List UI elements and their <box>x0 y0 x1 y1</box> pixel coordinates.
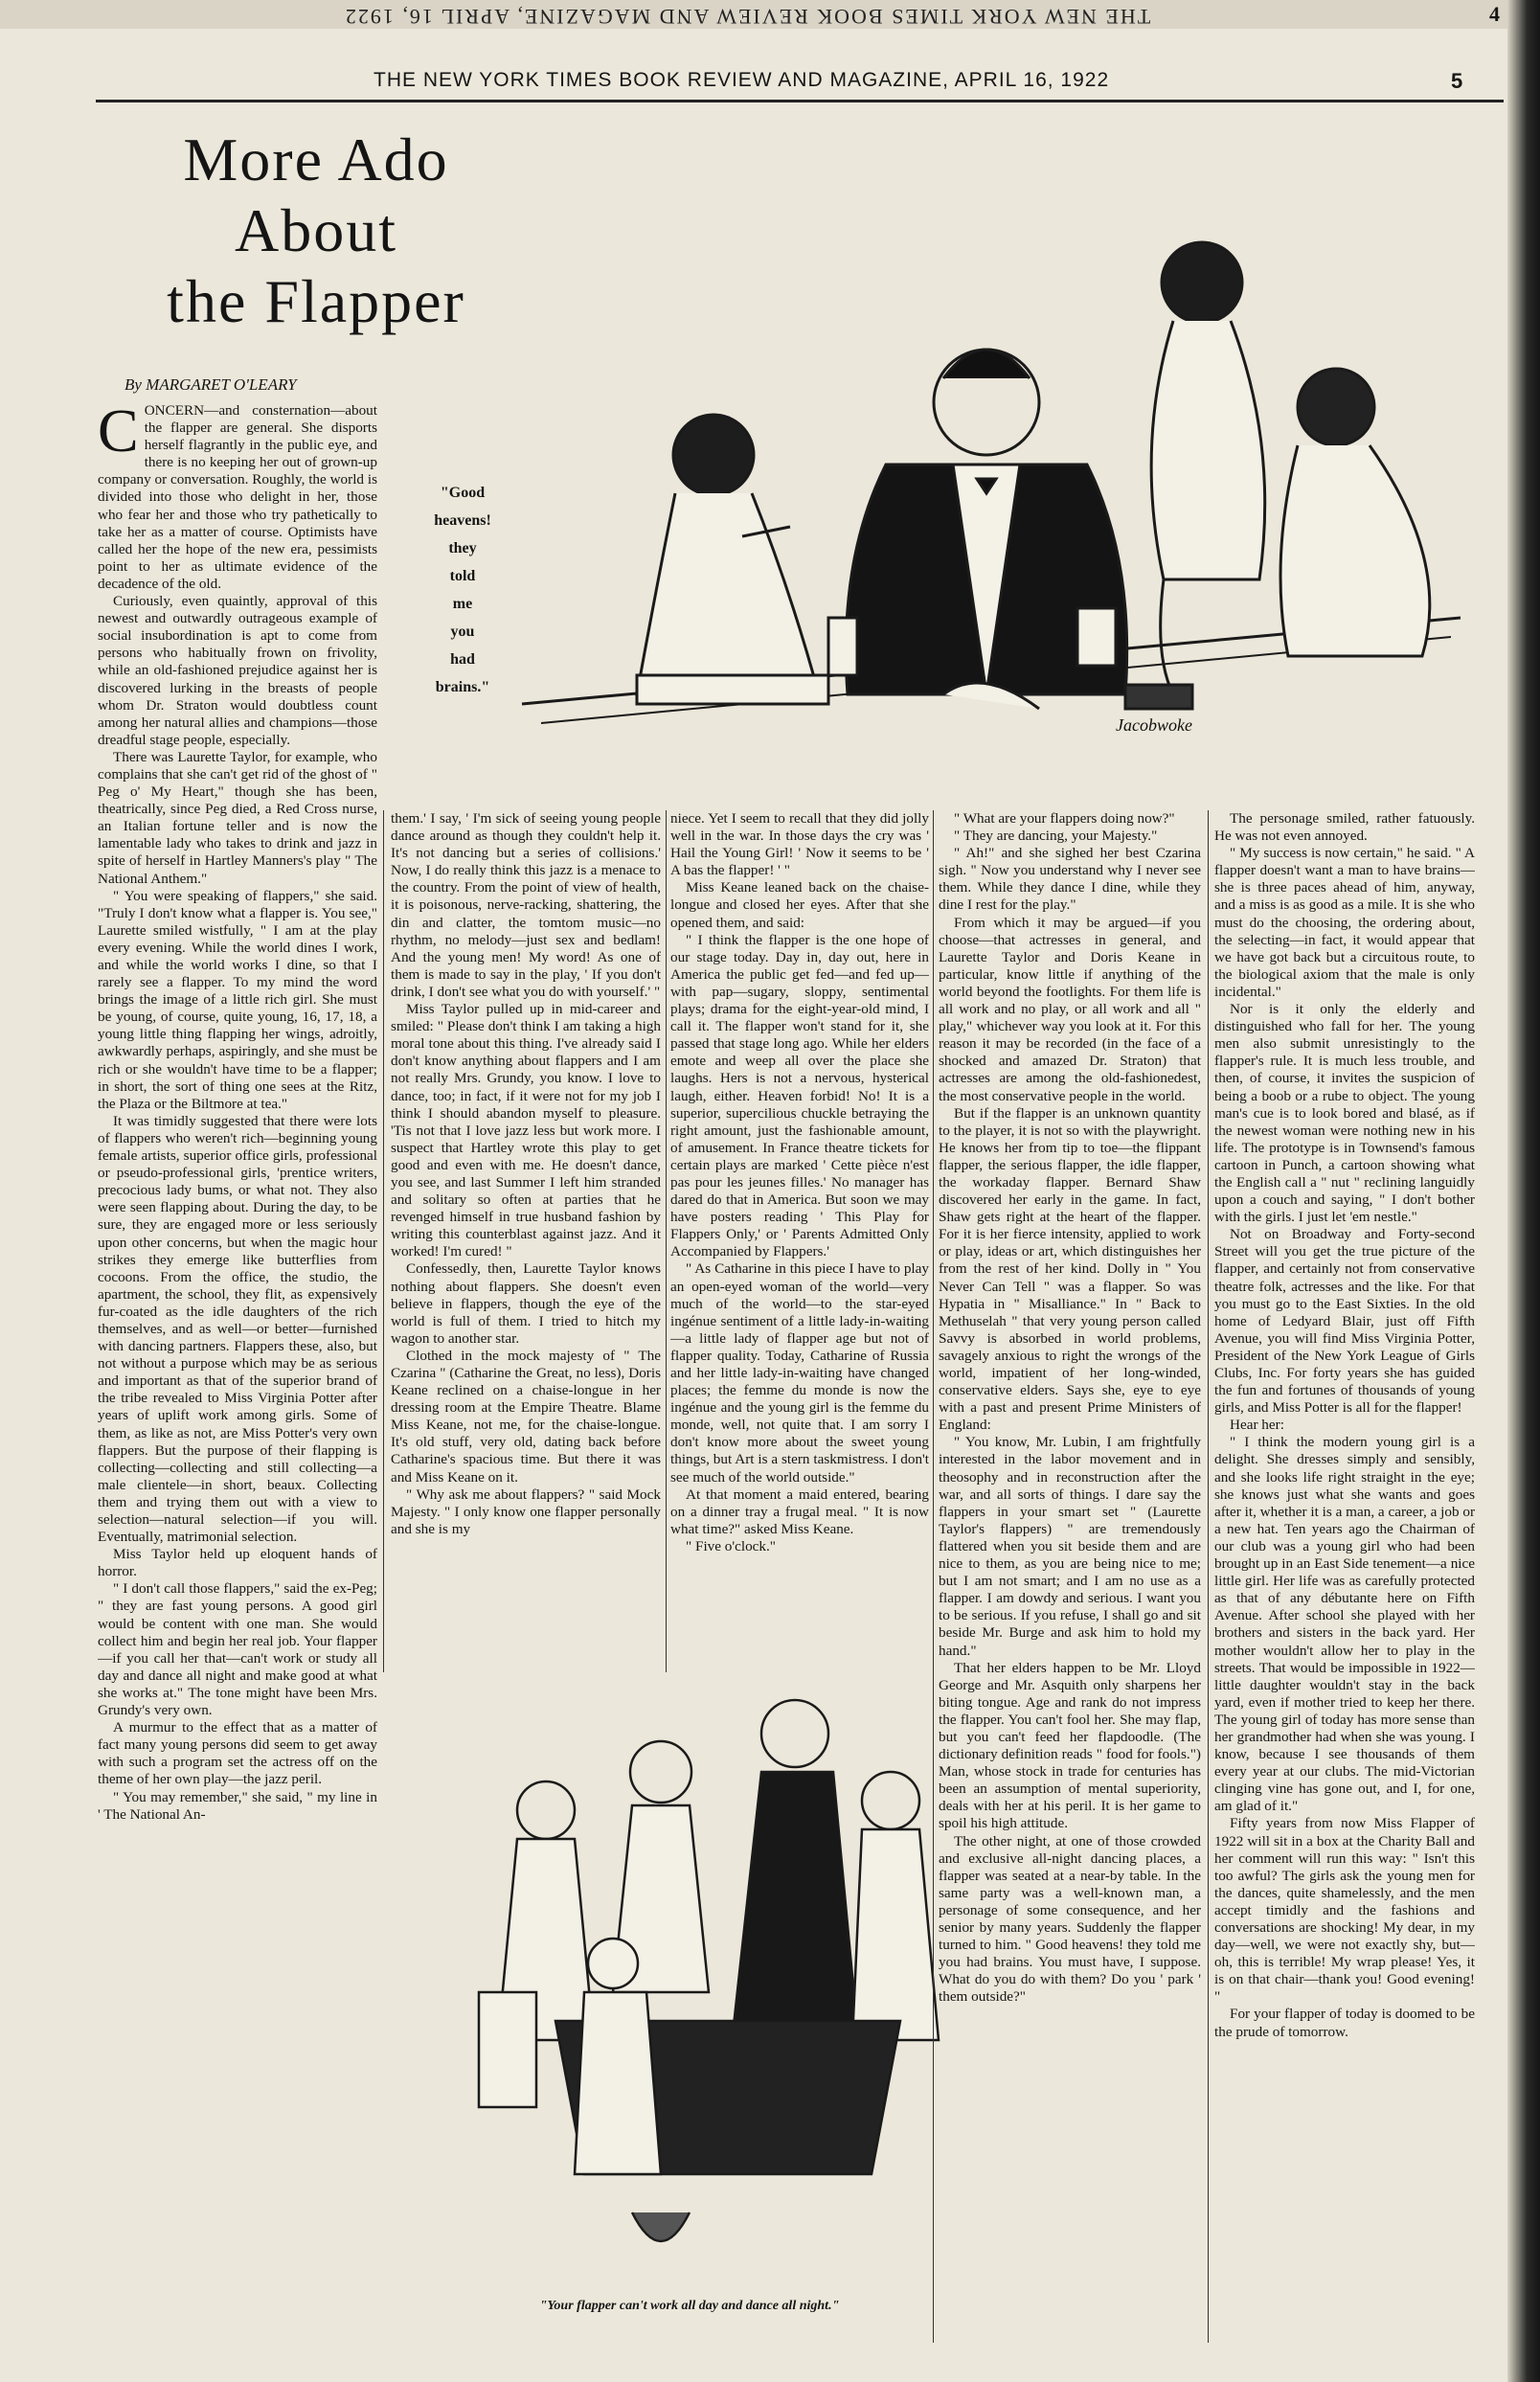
paragraph: That her elders happen to be Mr. Lloyd George and Mr. Asquith only sharpens her biting tongue. Age and rank do not impress the flapper. You can't fool her. She may flap, but you can't feed her flapdoodle. (The dictionary definition reads " food for fools.") Man, whose stock in trade for centuries has been an assumption of mental superiority, deals with her at his peril. It is her game to spoil his high attitude. <box>939 1659 1201 1832</box>
paragraph: There was Laurette Taylor, for example, who complains that she can't get rid of the ghost of " Peg o' My Heart," though she has been, theatrically, since Peg died, a Red Cross nurse, an Italian fortune teller and is now the lamentable lady who takes to drink and jazz in spite of herself in Hartley Manners's play " The National Anthem." <box>98 748 377 887</box>
paragraph: For your flapper of today is doomed to be the prude of tomorrow. <box>1214 2006 1475 2040</box>
pull-quote-line: you <box>450 624 475 640</box>
page-header <box>96 67 1504 102</box>
paragraph: niece. Yet I seem to recall that they did jolly well in the war. In those days the cry was ' Hail the Young Girl! ' Now it seems to be ' A bas the flapper! ' " <box>670 810 929 879</box>
paragraph: The personage smiled, rather fatuously. He was not even annoyed. <box>1214 810 1475 845</box>
paragraph: them.' I say, ' I'm sick of seeing young people dance around as though they couldn't help it. It's not dancing but a series of collisions.' Now, I do really think this jazz is a menace to the country. From the point of view of health, it is poisonous, nerve-racking, shattering, the din and clatter, the tomtom music—no rhythm, no melody—just sex and bedlam! And the young men! My word! As one of them is made to say in the play, ' If you don't drink, I don't see what you do with yourself.' " <box>391 810 661 1000</box>
paragraph: Miss Keane leaned back on the chaise-longue and closed her eyes. After that she opened them, and said: <box>670 879 929 931</box>
paragraph: But if the flapper is an unknown quantity to the player, it is not so with the playwright. He knows her from tip to toe—the flippant flapper, the serious flapper, the idle flapper, the workaday flapper. Bernard Shaw discovered her early in the game. In fact, Shaw gets right at the heart of the flapper. For it is her fierce intensity, applied to work or play, ideas or art, which distinguishes her from the rest of her kind. Dolly in " You Never Can Tell " was a flapper. So was Hypatia in " Misalliance." In " Back to Methuselah " that very young person called Savvy is absorbed in world problems, savagely anxious to right the wrongs of the world, impatient of her long-winded, conservative elders. Says she, eye to eye with a past and present Prime Ministers of England: <box>939 1104 1201 1434</box>
paragraph: " What are your flappers doing now?" <box>954 810 1175 827</box>
pull-quote-line: "Good <box>440 485 486 501</box>
pull-quote-line: heavens! <box>434 512 491 529</box>
paragraph: It was timidly suggested that there were lots of flappers who weren't rich—beginning young female artists, superior office girls, professional or pseudo-professional girls, 'prentice writers, precocious lady bums, or what not. They also were seen flapping about. During the day, to be sure, they are engaged more or less seriously upon other concerns, but when the magic hour strikes they emerge like butterflies from cocoons. From the office, the studio, the apartment, the school, they flit, as expensively fur-coated as the idle daughters of the rich themselves, and as well—or better—furnished with dancing partners. Flappers these, also, but not without a purpose which may be as serious and important as that of the superior brand of the tribe revealed to Miss Virginia Potter after years of uplift work among girls. Some of them, as like as not, are Miss Potter's very own flappers. But the purpose of their flapping is collecting—collecting and still collecting—a male clientele—in short, beaux. Collecting them and trying them out with a view to selection—natural selection—if you will. Eventually, matrimonial selection. <box>98 1112 377 1546</box>
mirrored-header: THE NEW YORK TIMES BOOK REVIEW AND MAGAZINE, APRIL 16, 1922 <box>343 5 1151 29</box>
paragraph: A murmur to the effect that as a matter of fact many young persons did seem to get away with such a program set the actress off on the theme of her own play—the jazz peril. <box>98 1719 377 1788</box>
paragraph: " I think the modern young girl is a delight. She dresses simply and sensibly, and she looks life right straight in the eye; she knows just what she wants and goes after it, whether it is a man, a career, a job or a new hat. Ten years ago the Chairman of our club was a young girl who had been brought up in an East Side tenement—a nice little girl. Her life was as carefully protected as that of any débutante here on Fifth Avenue. After school she played with her brothers and sisters in the back yard. Her mother wouldn't allow her to play in the streets. That would be impossible in 1922—little daughter wouldn't stay in the back yard, even if mother tried to keep her there. The young girl of today has more sense than her grandmother had when she was young. I know, because I see thousands of them every year at our clubs. The mid-Victorian clinging vine has gone out, and I, for one, am glad of it." <box>1214 1434 1475 1815</box>
paragraph: " I don't call those flappers," said the ex-Peg; " they are fast young persons. A good girl would be content with one man. She would collect him and begin her real job. Your flapper—if you call her that—can't work or study all day and dance all night and make good at what she works at." The tone might have been Mrs. Grundy's very own. <box>98 1580 377 1719</box>
pull-quote-line: brains." <box>435 679 490 695</box>
paragraph: Hear her: <box>1230 1417 1284 1434</box>
paragraph: At that moment a maid entered, bearing on a dinner tray a frugal meal. " It is now what time?" asked Miss Keane. <box>670 1486 929 1537</box>
paragraph: " As Catharine in this piece I have to play an open-eyed woman of the world—very much of the world—to the star-eyed ingénue sentiment of a little lady-in-waiting—a little lady of flapper age but not of flapper quality. Today, Catharine of Russia and her little lady-in-waiting have changed places; the femme du monde is now the ingénue and the young girl is the femme du monde, well, not quite that. I am sorry I don't know more about the sweet young things, but Art is a stern taskmistress. I don't see much of the world outside." <box>670 1260 929 1486</box>
article-column-5 <box>1214 810 1475 2352</box>
headline <box>105 125 527 337</box>
pull-quote-line: had <box>450 651 475 668</box>
page-edge-shadow <box>1507 0 1540 2382</box>
article-column-1 <box>98 402 377 2308</box>
headline-line: More Ado <box>183 125 449 193</box>
dinner-party-illustration <box>503 158 1489 752</box>
paragraph: " You may remember," she said, " my line in ' The National An- <box>98 1788 377 1823</box>
article-column-2 <box>391 810 661 1672</box>
paragraph: Not on Broadway and Forty-second Street will you get the true picture of the flapper, and certainly not from conservative theatre folk, actresses and the like. For that you must go to the East Sixties. In the old home of Ledyard Blair, just off Fifth Avenue, you will find Miss Virginia Potter, President of the New York League of Girls Clubs, Inc. For forty years she has guided the fun and fortunes of thousands of young girls, and Miss Potter is all for the flapper! <box>1214 1226 1475 1417</box>
drop-cap: C <box>98 402 139 465</box>
paragraph: " You know, Mr. Lubin, I am frightfully interested in the labor movement and in theosophy and in reconstruction after the war, and all sorts of things. I dare say the flappers in your smart set " (Laurette Taylor's flappers) " are tremendously flattered when you sit beside them and are nice to them, as you are being nice to me; but I am not smart; and I am no use as a flapper. I am dowdy and serious. I want you to be serious. If you refuse, I shall go and sit beside Mr. Burge and ask him to hold my hand." <box>939 1434 1201 1659</box>
pull-quote-line: me <box>452 596 473 612</box>
cartoon-caption: "Your flapper can't work all day and dance all night." <box>539 2299 840 2313</box>
paragraph: Miss Taylor pulled up in mid-career and smiled: " Please don't think I am taking a high moral tone about this thing. I've already said I don't know anything about flappers and I am not really Mrs. Grundy, you know. I love to dance, too; in fact, if it were not for my job I think I should abandon myself to pleasure. 'Tis not that I love jazz less but work more. I suspect that Hartley wrote this play to get good and even with me. He doesn't dance, you see, and last Summer I left him stranded and solitary so often at parties that he revenged himself in true husband fashion by writing this counterblast against jazz. And it worked! I'm cured! " <box>391 1001 661 1260</box>
paragraph: Miss Taylor held up eloquent hands of horror. <box>98 1546 377 1580</box>
top-page-number: 4 <box>1489 2 1500 26</box>
headline-line: About <box>235 196 397 264</box>
paragraph: " My success is now certain," he said. " A flapper doesn't want a man to have brains—she is three paces ahead of him, anyway, and a miss is as good as a mile. It is she who must do the choosing, the ordering about, the selecting—in fact, it would appear that we have got back but a circuitous route, to the biological axiom that the male is only incidental." <box>1214 845 1475 1000</box>
article-column-4 <box>939 810 1201 2352</box>
paragraph: " Five o'clock." <box>686 1537 777 1554</box>
article-column-3 <box>670 810 929 1672</box>
paragraph: The other night, at one of those crowded and exclusive all-night dancing places, a flapper was seated at a near-by table. In the same party was a well-known man, a personage of some consequence, and her senior by many years. Suddenly the flapper turned to him. " Good heavens! they told me you had brains. You must have, I suppose. What do you do with them? Do you ' park ' them outside?" <box>939 1832 1201 2006</box>
page-header-title: THE NEW YORK TIMES BOOK REVIEW AND MAGAZINE, APRIL 16, 1922 <box>374 69 1110 91</box>
paragraph: Curiously, even quaintly, approval of this newest and outwardly outrageous example of social insubordination is apt to come from persons who habitually frown on frivolity, while an old-fashioned prejudice against her is discovered lurking in the breasts of people whom Dr. Straton would doubtless count among her natural allies and champions—those dreadful stage people, especially. <box>98 593 377 748</box>
column-rule <box>383 810 384 1672</box>
headline-line: the Flapper <box>167 267 465 335</box>
paragraph: " You were speaking of flappers," she said. "Truly I don't know what a flapper is. You see," Laurette smiled wistfully, " I am at the play every evening. While the world dines I work, and while the world works I dine, so that I rarely see a flapper. To my mind the word brings the image of a little rich girl. She must be young, of course, quite young, 16, 17, 18, a young little thing flapping her wings, adroitly, awkwardly perhaps, aspiringly, and she must be rich or she wouldn't have time to be a flapper; in short, the sort of thing one sees at the Ritz, the Plaza or the Biltmore at tea." <box>98 887 377 1112</box>
column-rule <box>1208 810 1209 2343</box>
pull-quote <box>419 479 506 701</box>
paragraph: Confessedly, then, Laurette Taylor knows nothing about flappers. She doesn't even believe in flappers, though the eye of the world is full of them. I tried to hitch my wagon to another star. <box>391 1260 661 1347</box>
column-rule <box>666 810 667 1672</box>
paragraph: " Ah!" and she sighed her best Czarina sigh. " Now you understand why I never see them. While they dance I dine, while they dine I rest for the play." <box>939 845 1201 914</box>
pull-quote-line: they <box>448 540 477 556</box>
page-number: 5 <box>1451 69 1463 93</box>
office-cartoon-illustration <box>441 1676 977 2289</box>
paragraph: " Why ask me about flappers? " said Mock Majesty. " I only know one flapper personally and she is my <box>391 1486 661 1537</box>
top-strip <box>0 0 1540 29</box>
paragraph: From which it may be argued—if you choose—that actresses in general, and Laurette Taylor and Doris Keane in particular, know little if anything of the world beyond the footlights. For them life is all work and no play, or all work and all " play," whichever way you look at it. For this reason it may be recorded (in the face of a shocked and amazed Dr. Straton) that actresses are among the old-fashionedest, the most conservative people in the world. <box>939 914 1201 1104</box>
paragraph: " I think the flapper is the one hope of our stage today. Day in, day out, here in America the public get fed—and fed up—with pap—sugary, sloppy, sentimental plays; drama for the eight-year-old mind, I call it. The flapper won't stand for it, she passed that stage long ago. While her elders emote and weep all over the place she laughs. Hers is not a nervous, hysterical laugh, either. Heaven forbid! No! It is a superior, supercilious chuckle betraying the right amount, just the fashionable amount, of amusement. In France theatre tickets for certain plays are marked ' Cette pièce n'est pas pour les jeunes filles.' No manager has dared do that in America. But soon we may have posters reading ' This Play for Flappers Only,' or ' Parents Admitted Only Accompanied by Flappers.' <box>670 931 929 1260</box>
paragraph: Clothed in the mock majesty of " The Czarina " (Catharine the Great, no less), Doris Keane reclined on a chaise-longue in her dressing room at the Empire Theatre. Blame Miss Keane, not me, for the chaise-longue. It's old stuff, very old, dating back before Catharine's spacious time. But there it was and Miss Keane on it. <box>391 1347 661 1486</box>
paragraph: " They are dancing, your Majesty." <box>954 828 1158 845</box>
pull-quote-line: told <box>449 568 476 584</box>
artist-signature: Jacobwoke <box>1116 715 1192 735</box>
byline: By MARGARET O'LEARY <box>125 375 297 394</box>
column-rule <box>933 810 934 2343</box>
paragraph: ONCERN—and consternation—about the flapper are general. She disports herself flagrantly in the public eye, and there is no keeping her out of grown-up company or conversation. Roughly, the world is divided into those who delight in her, those who fear her and those who try pathetically to take her as a matter of course. Optimists have called her the hope of the new era, pessimists point to her as ultimate evidence of the decadence of the old. <box>98 402 377 592</box>
paragraph: Nor is it only the elderly and distinguished who fall for her. The young men also submit unresistingly to the flapper's rule. It is much less trouble, and then, of course, it invites the suspicion of being a boob or a rube to object. The young man's cue is to look bored and blasé, as if the newest woman were nothing new in his life. The prototype is in Townsend's famous cartoon in Punch, a cartoon showing what the English call a " nut " reclining languidly upon a couch and saying, " I don't bother with the girls. I just let 'em nestle." <box>1214 1001 1475 1226</box>
paragraph: Fifty years from now Miss Flapper of 1922 will sit in a box at the Charity Ball and her comment will run this way: " Isn't this too awful? The girls ask the young men for the dances, quite shamelessly, and the men accept timidly and the fashions and conversations are shocking! My dear, in my day—well, we were not exactly shy, but—oh, this is terrible! My wrap please! Yes, it is on that chair—thank you! Good evening! " <box>1214 1815 1475 2006</box>
